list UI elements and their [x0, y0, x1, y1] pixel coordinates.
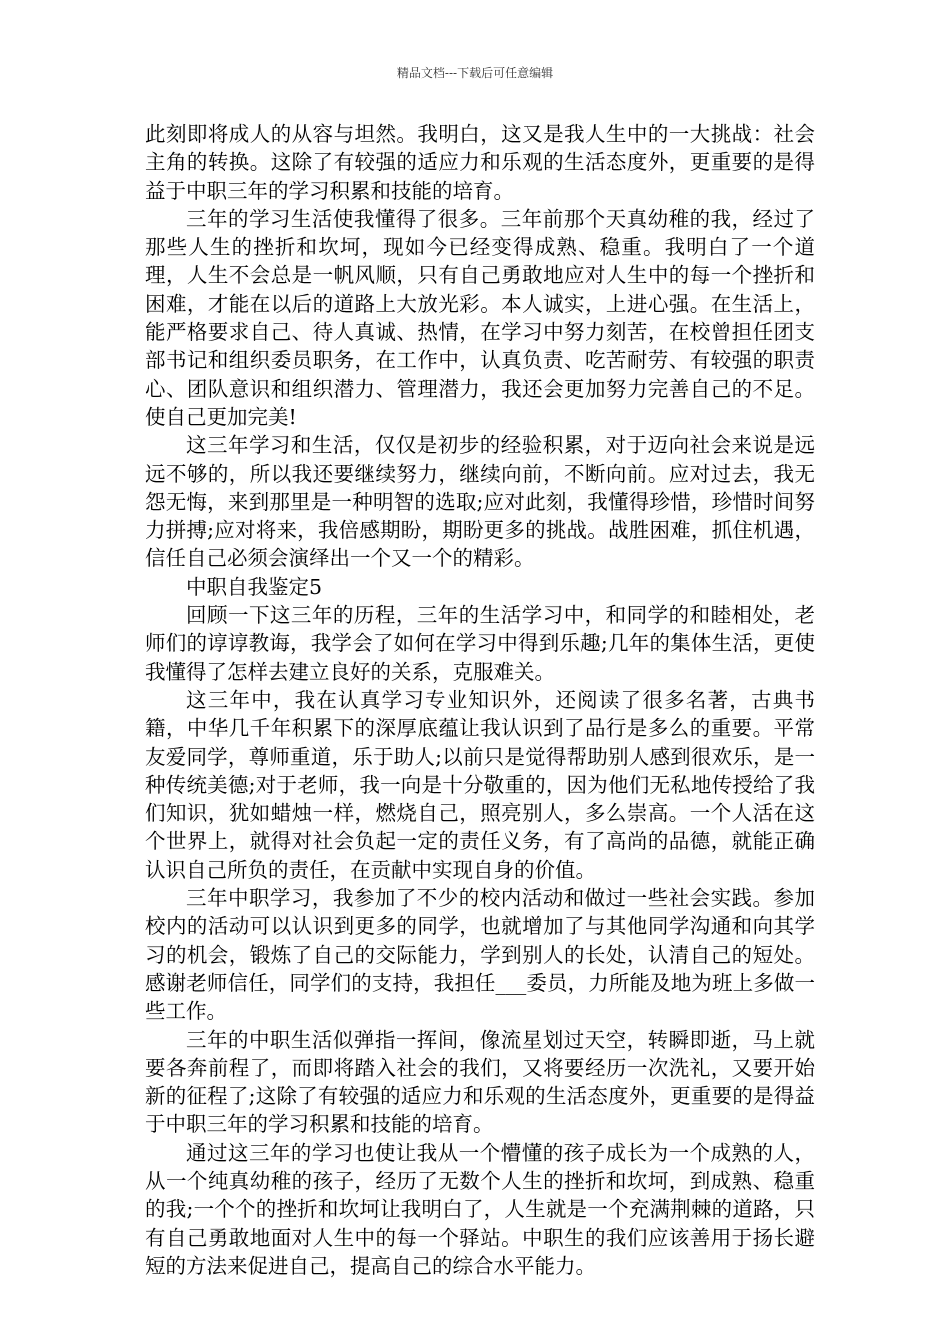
paragraph: 三年中职学习，我参加了不少的校内活动和做过一些社会实践。参加校内的活动可以认识到更多的同学，也就增加了与其他同学沟通和向其学习的机会，锻炼了自己的交际能力，学到别人的长处，认清自己的短处。感谢老师信任，同学们的支持，我担任___委员，力所能及地为班上多做一些工作。 — [145, 886, 815, 1024]
paragraph: 这三年学习和生活，仅仅是初步的经验积累，对于迈向社会来说是远远不够的，所以我还要继续努力，继续向前，不断向前。应对过去，我无怨无悔，来到那里是一种明智的选取;应对此刻，我懂得珍惜，珍惜时间努力拼搏;应对将来，我倍感期盼，期盼更多的挑战。战胜困难，抓住机遇，信任自己必须会演绎出一个又一个的精彩。 — [145, 433, 815, 571]
document-body — [145, 120, 815, 1280]
section-heading: 中职自我鉴定5 — [186, 574, 323, 599]
paragraph: 通过这三年的学习也使让我从一个懵懂的孩子成长为一个成熟的人，从一个纯真幼稚的孩子，经历了无数个人生的挫折和坎坷，到成熟、稳重的我;一个个的挫折和坎坷让我明白了，人生就是一个充满荆棘的道路，只有自己勇敢地面对人生中的每一个驿站。中职生的我们应该善用于扬长避短的方法来促进自己，提高自己的综合水平能力。 — [145, 1140, 815, 1278]
paragraph: 此刻即将成人的从容与坦然。我明白，这又是我人生中的一大挑战：社会主角的转换。这除了有较强的适应力和乐观的生活态度外，更重要的是得益于中职三年的学习积累和技能的培育。 — [145, 122, 815, 203]
paragraph: 这三年中，我在认真学习专业知识外，还阅读了很多名著，古典书籍，中华几千年积累下的深厚底蕴让我认识到了品行是多么的重要。平常友爱同学，尊师重道，乐于助人;以前只是觉得帮助别人感到很欢乐，是一种传统美德;对于老师，我一向是十分敬重的，因为他们无私地传授给了我们知识，犹如蜡烛一样，燃烧自己，照亮别人，多么崇高。一个人活在这个世界上，就得对社会负起一定的责任义务，有了高尚的品德，就能正确认识自己所负的责任，在贡献中实现自身的价值。 — [145, 687, 815, 882]
paragraph: 三年的中职生活似弹指一挥间，像流星划过天空，转瞬即逝，马上就要各奔前程了，而即将踏入社会的我们，又将要经历一次洗礼，又要开始新的征程了;这除了有较强的适应力和乐观的生活态度外，更重要的是得益于中职三年的学习积累和技能的培育。 — [145, 1027, 815, 1137]
paragraph: 回顾一下这三年的历程，三年的生活学习中，和同学的和睦相处，老师们的谆谆教诲，我学会了如何在学习中得到乐趣;几年的集体生活，更使我懂得了怎样去建立良好的关系，克服难关。 — [145, 603, 815, 684]
page-header: 精品文档---下载后可任意编辑 — [396, 66, 554, 80]
paragraph: 三年的学习生活使我懂得了很多。三年前那个天真幼稚的我，经过了那些人生的挫折和坎坷，现如今已经变得成熟、稳重。我明白了一个道理，人生不会总是一帆风顺，只有自己勇敢地应对人生中的每一个挫折和困难，才能在以后的道路上大放光彩。本人诚实，上进心强。在生活上，能严格要求自己、待人真诚、热情，在学习中努力刻苦，在校曾担任团支部书记和组织委员职务，在工作中，认真负责、吃苦耐劳、有较强的职责心、团队意识和组织潜力、管理潜力，我还会更加努力完善自己的不足。使自己更加完美! — [145, 206, 815, 429]
